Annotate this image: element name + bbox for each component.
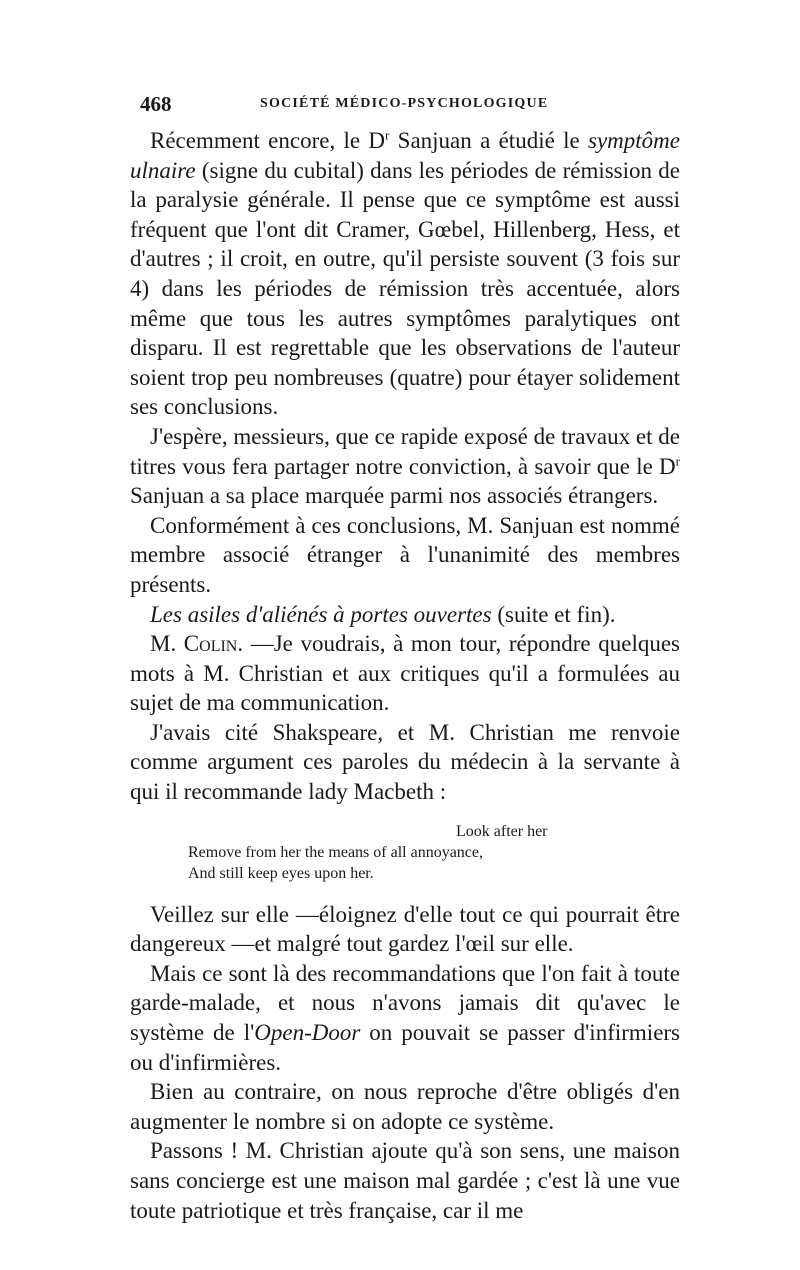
running-title: SOCIÉTÉ MÉDICO-PSYCHOLOGIQUE: [260, 96, 549, 111]
paragraph-text: (signe du cubital) dans les périodes de rémission de la paralysie générale. Il pense que ce symptôme est aussi fréquent que l'ont dit Cramer, Gœbel, Hillenberg, Hess, et d'autres ; il croit, en outre, qu'il persiste souvent (3 fois sur 4) dans les périodes de rémission très accentuée, alors même que tous les autres symptômes paralytiques ont disparu. Il est regrettable que les observations de l'auteur soient trop peu nombreuses (quatre) pour étayer solidement ses conclusions.: [130, 157, 680, 420]
quote-line: And still keep eyes upon her.: [188, 864, 374, 882]
italic-term: symptôme ulnaire: [130, 128, 680, 183]
superscript: r: [675, 452, 680, 468]
paragraph-translation: Veillez sur elle —éloignez d'elle tout ce qui pourrait être dangereux —et malgré tout gardez l'œil sur elle.: [130, 901, 680, 957]
italic-term: Open-Door: [254, 1020, 361, 1046]
paragraph-text: Sanjuan a étudié le: [389, 128, 589, 153]
paragraph-text: on pouvait se passer d'infirmiers ou d'infirmières.: [130, 1020, 681, 1075]
speaker-name: M. Colin.: [150, 631, 244, 657]
block-quote: [130, 821, 680, 884]
paragraph-text: Mais ce sont là des recommandations que l'on fait à toute garde-malade, et nous n'avons jamais dit qu'avec le système de l': [130, 960, 680, 1046]
page-number: 468: [140, 92, 172, 116]
paragraph-colin: [130, 629, 680, 718]
paragraph-text: Sanjuan a sa place marquée parmi nos associés étrangers.: [130, 483, 659, 509]
paragraph-reproach: Bien au contraire, on nous reproche d'être obligés d'en augmenter le nombre si on adopte ce système.: [130, 1079, 680, 1134]
paragraph-shakspeare: J'avais cité Shakspeare, et M. Christian me renvoie comme argument ces paroles du médecin à la servante à qui il recommande lady Macbeth :: [130, 719, 680, 805]
quote-line: Look after her: [456, 822, 548, 840]
paragraph-text: J'espère, messieurs, que ce rapide exposé de travaux et de titres vous fera partager notre conviction, à savoir que le D: [130, 423, 680, 479]
superscript: r: [385, 127, 390, 143]
section-title-italic: Les asiles d'aliénés à portes ouvertes: [150, 601, 492, 627]
page-header: [140, 92, 680, 116]
paragraph-open-door: [130, 959, 680, 1077]
paragraph-sanjuan-symptom: [130, 126, 680, 422]
quote-line: Remove from her the means of all annoyance,: [188, 843, 483, 861]
paragraph-conclusion: [130, 422, 680, 511]
section-title-suffix: (suite et fin).: [491, 601, 616, 627]
paragraph-text: Récemment encore, le D: [150, 128, 386, 153]
paragraph-vote: Conformément à ces conclusions, M. Sanjuan est nommé membre associé étranger à l'unanimité des membres présents.: [130, 512, 680, 597]
section-title: [130, 600, 680, 630]
paragraph-text: —Je voudrais, à mon tour, répondre quelques mots à M. Christian et aux critiques qu'il a formulées au sujet de ma communication.: [130, 631, 680, 716]
body-text: [130, 126, 680, 1225]
paragraph-passons: Passons ! M. Christian ajoute qu'à son sens, une maison sans concierge est une maison mal gardée ; c'est là une vue toute patriotique et très française, car il me: [130, 1138, 680, 1223]
